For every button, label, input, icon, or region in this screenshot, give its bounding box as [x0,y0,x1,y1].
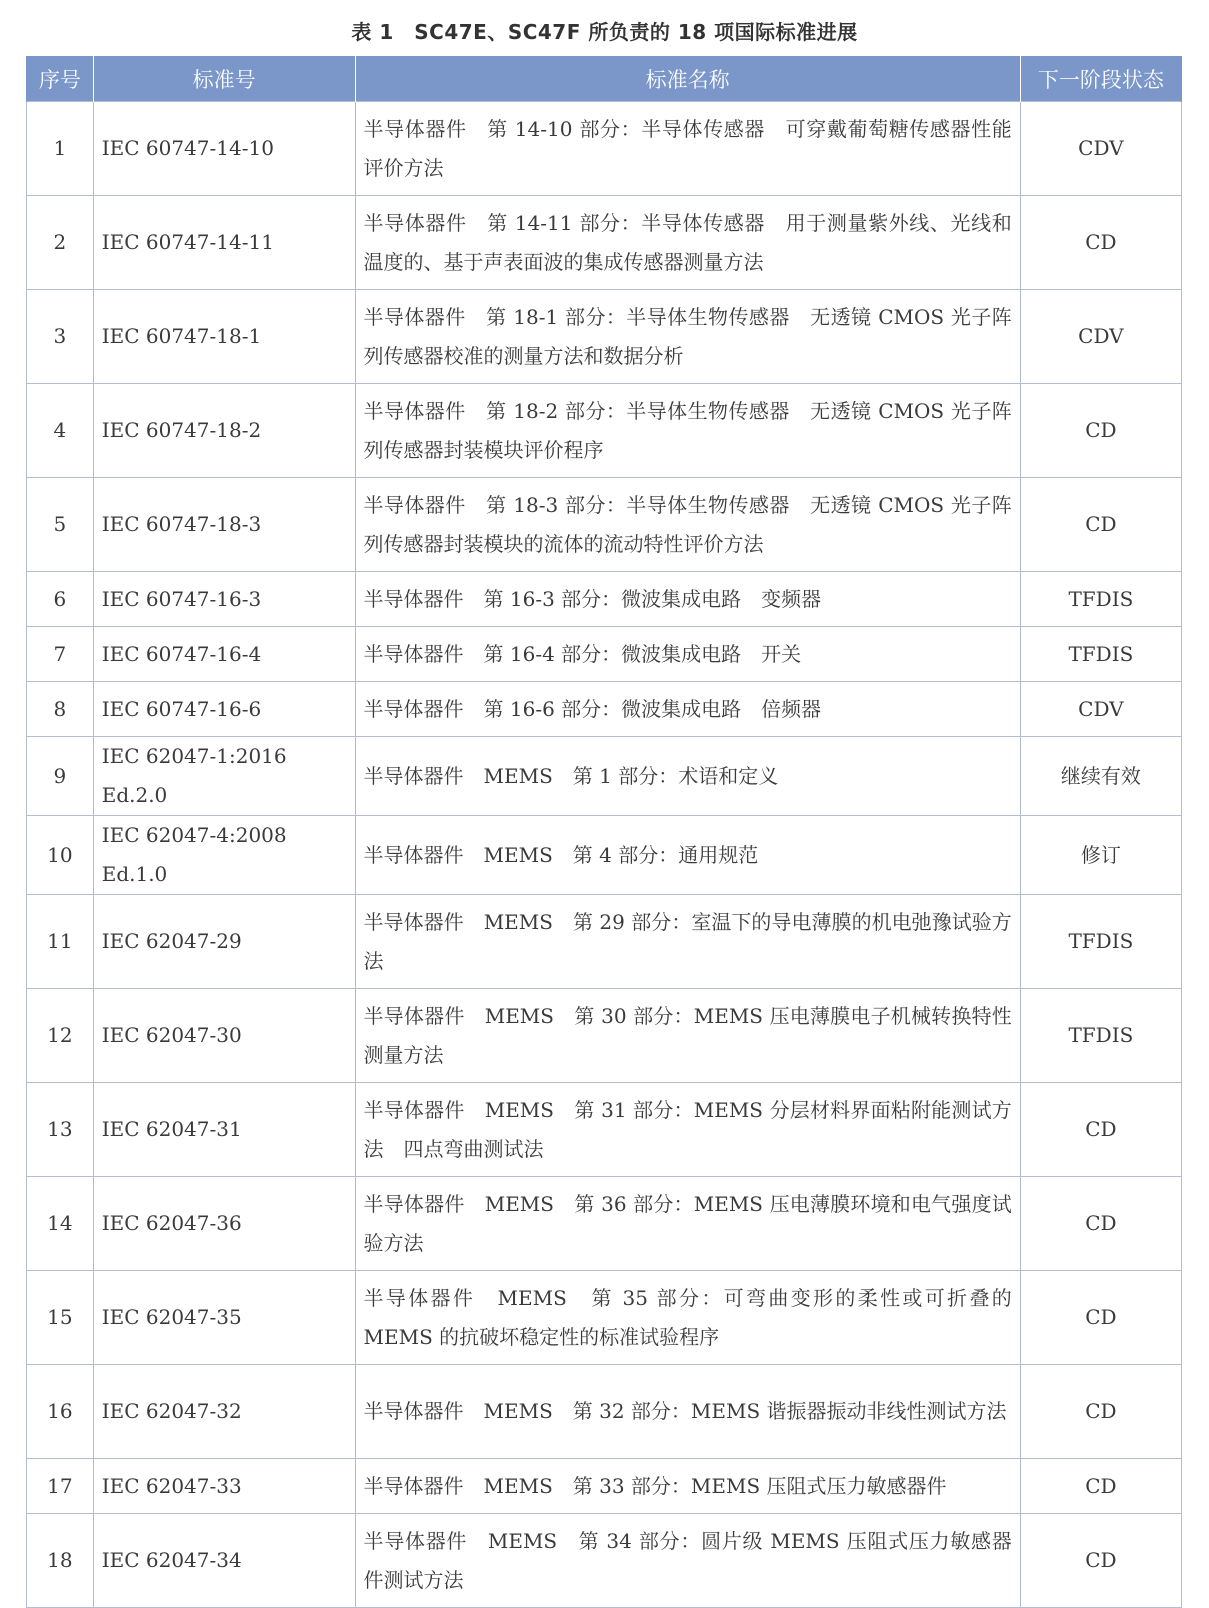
table-row [27,102,1182,196]
row-standard-name: 半导体器件 第 14-11 部分：半导体传感器 用于测量紫外线、光线和温度的、基于声表面波的集成传感器测量方法 [355,196,1020,290]
row-stage: CD [1020,1459,1181,1514]
row-no: 13 [27,1083,94,1177]
row-standard-id: IEC 62047-1:2016 Ed.2.0 [93,737,355,816]
row-standard-name: 半导体器件 第 16-6 部分：微波集成电路 倍频器 [355,682,1020,737]
table-row [27,572,1182,627]
row-standard-id: IEC 60747-18-2 [93,384,355,478]
row-stage: TFDIS [1020,627,1181,682]
row-standard-name: 半导体器件 第 18-1 部分：半导体生物传感器 无透镜 CMOS 光子阵列传感器校准的测量方法和数据分析 [355,290,1020,384]
header-row [27,56,1182,102]
row-standard-id: IEC 60747-18-1 [93,290,355,384]
row-stage: CD [1020,1271,1181,1365]
row-standard-id: IEC 62047-4:2008 Ed.1.0 [93,816,355,895]
row-standard-name: 半导体器件 MEMS 第 32 部分：MEMS 谐振器振动非线性测试方法 [355,1365,1020,1459]
row-standard-id: IEC 62047-36 [93,1177,355,1271]
row-standard-name: 半导体器件 第 16-3 部分：微波集成电路 变频器 [355,572,1020,627]
table-caption: 表 1 SC47E、SC47F 所负责的 18 项国际标准进展 [351,20,858,44]
row-stage: CD [1020,478,1181,572]
table-row [27,1514,1182,1608]
row-no: 17 [27,1459,94,1514]
row-standard-id: IEC 60747-14-10 [93,102,355,196]
row-no: 3 [27,290,94,384]
table-row [27,1083,1182,1177]
row-no: 6 [27,572,94,627]
row-standard-name: 半导体器件 第 18-2 部分：半导体生物传感器 无透镜 CMOS 光子阵列传感器封装模块评价程序 [355,384,1020,478]
row-stage: TFDIS [1020,895,1181,989]
row-standard-name: 半导体器件 MEMS 第 31 部分：MEMS 分层材料界面粘附能测试方法 四点弯曲测试法 [355,1083,1020,1177]
row-stage: CD [1020,384,1181,478]
table-row [27,1459,1182,1514]
row-no: 2 [27,196,94,290]
table-row [27,1365,1182,1459]
row-stage: 继续有效 [1020,737,1181,816]
row-no: 4 [27,384,94,478]
header-id: 标准号 [93,56,355,102]
table-row [27,196,1182,290]
table-row [27,1177,1182,1271]
row-standard-name: 半导体器件 MEMS 第 30 部分：MEMS 压电薄膜电子机械转换特性测量方法 [355,989,1020,1083]
row-stage: CD [1020,1083,1181,1177]
table-row [27,989,1182,1083]
row-no: 11 [27,895,94,989]
header-no: 序号 [27,56,94,102]
row-no: 18 [27,1514,94,1608]
row-no: 9 [27,737,94,816]
row-standard-id: IEC 62047-29 [93,895,355,989]
table-row [27,290,1182,384]
row-no: 16 [27,1365,94,1459]
row-stage: TFDIS [1020,989,1181,1083]
row-standard-id: IEC 62047-34 [93,1514,355,1608]
row-standard-name: 半导体器件 第 16-4 部分：微波集成电路 开关 [355,627,1020,682]
table-row [27,384,1182,478]
row-stage: 修订 [1020,816,1181,895]
row-standard-id: IEC 60747-16-6 [93,682,355,737]
row-stage: CDV [1020,290,1181,384]
table-row [27,816,1182,895]
row-stage: CDV [1020,682,1181,737]
table-row [27,737,1182,816]
row-no: 12 [27,989,94,1083]
row-no: 1 [27,102,94,196]
row-standard-name: 半导体器件 MEMS 第 29 部分：室温下的导电薄膜的机电弛豫试验方法 [355,895,1020,989]
row-no: 8 [27,682,94,737]
row-standard-id: IEC 60747-18-3 [93,478,355,572]
row-standard-id: IEC 60747-16-3 [93,572,355,627]
table-row [27,895,1182,989]
row-stage: CDV [1020,102,1181,196]
row-standard-name: 半导体器件 MEMS 第 34 部分：圆片级 MEMS 压阻式压力敏感器件测试方法 [355,1514,1020,1608]
row-no: 14 [27,1177,94,1271]
header-name: 标准名称 [355,56,1020,102]
row-standard-name: 半导体器件 第 18-3 部分：半导体生物传感器 无透镜 CMOS 光子阵列传感器封装模块的流体的流动特性评价方法 [355,478,1020,572]
table-row [27,1271,1182,1365]
row-standard-id: IEC 62047-33 [93,1459,355,1514]
row-standard-id: IEC 62047-30 [93,989,355,1083]
row-standard-id: IEC 60747-14-11 [93,196,355,290]
table-row [27,682,1182,737]
row-stage: CD [1020,1177,1181,1271]
row-standard-name: 半导体器件 第 14-10 部分：半导体传感器 可穿戴葡萄糖传感器性能评价方法 [355,102,1020,196]
table-row [27,627,1182,682]
row-stage: CD [1020,1514,1181,1608]
header-stage: 下一阶段状态 [1020,56,1181,102]
row-standard-id: IEC 62047-31 [93,1083,355,1177]
row-standard-id: IEC 62047-32 [93,1365,355,1459]
row-standard-name: 半导体器件 MEMS 第 33 部分：MEMS 压阻式压力敏感器件 [355,1459,1020,1514]
row-no: 5 [27,478,94,572]
row-standard-id: IEC 60747-16-4 [93,627,355,682]
row-stage: CD [1020,196,1181,290]
row-stage: CD [1020,1365,1181,1459]
row-standard-name: 半导体器件 MEMS 第 1 部分：术语和定义 [355,737,1020,816]
row-standard-id: IEC 62047-35 [93,1271,355,1365]
row-no: 15 [27,1271,94,1365]
row-stage: TFDIS [1020,572,1181,627]
row-standard-name: 半导体器件 MEMS 第 4 部分：通用规范 [355,816,1020,895]
row-no: 10 [27,816,94,895]
table-row [27,478,1182,572]
row-standard-name: 半导体器件 MEMS 第 36 部分：MEMS 压电薄膜环境和电气强度试验方法 [355,1177,1020,1271]
row-standard-name: 半导体器件 MEMS 第 35 部分：可弯曲变形的柔性或可折叠的 MEMS 的抗破坏稳定性的标准试验程序 [355,1271,1020,1365]
standards-table [26,56,1182,1608]
row-no: 7 [27,627,94,682]
